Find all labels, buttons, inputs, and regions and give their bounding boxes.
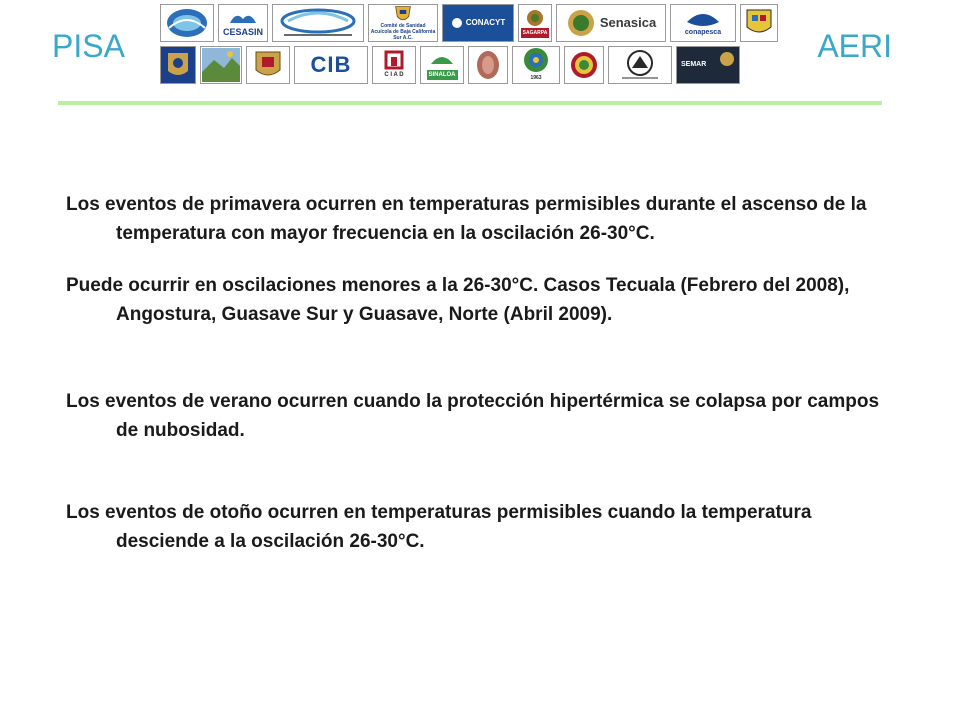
logo-university-seal: 1963 [512,46,560,84]
paragraph-lower-oscillations: Puede ocurrir en oscilaciones menores a la 26-30°C. Casos Tecuala (Febrero del 2008), Angostura, Guasave Sur y Guasave, Norte (Abril 2009). [66,275,850,325]
pisa-label: PISA [52,28,125,64]
logo-red-seal [564,46,604,84]
logo-semar: SEMAR [676,46,740,84]
aeri-label: AERI [817,28,892,64]
logo-row-bottom [160,46,744,84]
logo-ciad: C I A D [372,46,416,84]
logo-engraving [468,46,508,84]
logo-baja-california-committee: Comité de Sanidad Acuícola de Baja California Sur A.C. [368,4,438,42]
header-divider [58,101,882,105]
logo-sinaloa: SINALOA [420,46,464,84]
logo-conacyt: CONACYT [442,4,514,42]
logo-crest [246,46,290,84]
logo-cib: CIB [294,46,368,84]
logo-nayarit-committee [272,4,364,42]
logo-unam [160,46,196,84]
paragraph-autumn-events: Los eventos de otoño ocurren en temperaturas permisibles cuando la temperatura desciende a la oscilación 26-30°C. [66,502,812,552]
logo-diagnostic-network [608,46,672,84]
logo-senasica: Senasica [556,4,666,42]
logo-cesasin: CESASIN [218,4,268,42]
logo-conapesca: conapesca [670,4,736,42]
logo-row-top [160,4,782,42]
logo-sagarpa: SAGARPA [518,4,552,42]
logo-state-seal [740,4,778,42]
logo-landscape [200,46,242,84]
paragraph-summer-events: Los eventos de verano ocurren cuando la protección hipertérmica se colapsa por campos de nubosidad. [66,391,880,441]
logo-globe [160,4,214,42]
partner-logo-strip [160,4,810,88]
body-text [66,190,906,556]
paragraph-spring-events: Los eventos de primavera ocurren en temperaturas permisibles durante el ascenso de la temperatura con mayor frecuencia en la oscilación 26-30°C. [66,194,867,244]
